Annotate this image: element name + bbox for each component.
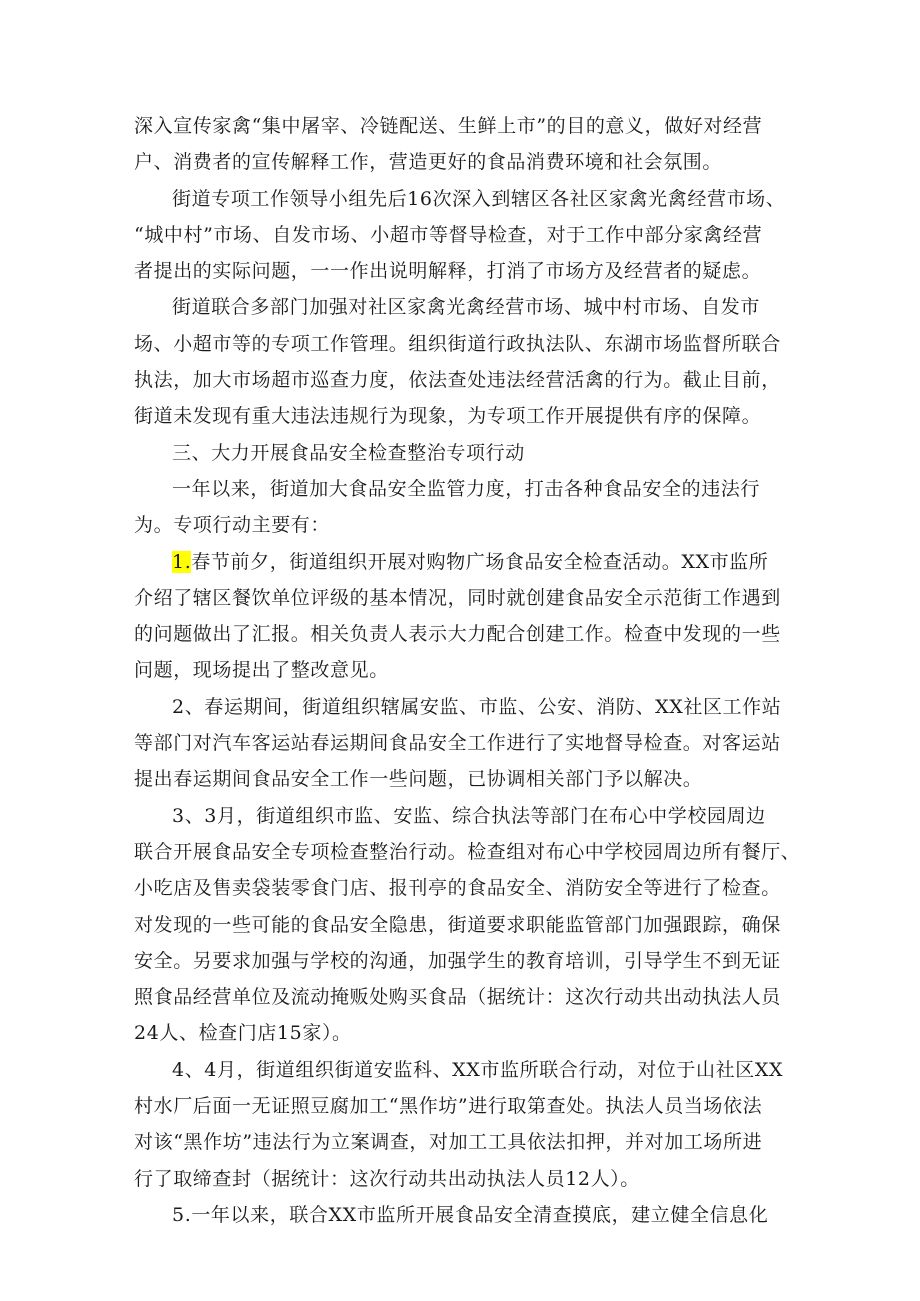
text-line: 为。专项行动主要有： (134, 514, 331, 537)
text-line: 对该“黑作坊”违法行为立案调查，对加工工具依法扣押，并对加工场所进 (134, 1131, 763, 1154)
text-line: 场、小超市等的专项工作管理。组织街道行政执法队、东湖市场监督所联合 (134, 332, 781, 355)
text-line: 者提出的实际问题，一一作出说明解释，打消了市场方及经营者的疑虑。 (134, 260, 762, 283)
section-heading: 三、大力开展食品安全检查整治专项行动 (172, 441, 525, 464)
text-line: 村水厂后面一无证照豆腐加工“黑作坊”进行取第查处。执法人员当场依法 (134, 1095, 763, 1118)
text-line: 介绍了辖区餐饮单位评级的基本情况，同时就创建食品安全示范街工作遇到 (134, 586, 781, 609)
text-line: 执法，加大市场超市巡查力度，依法查处违法经营活禽的行为。截止目前， (134, 369, 781, 392)
text-line: “城中村”市场、自发市场、小超市等督导检查，对于工作中部分家禽经营 (134, 223, 763, 246)
text-line: 联合开展食品安全专项检查整治行动。检查组对布心中学校园周边所有餐厅、 (134, 840, 801, 863)
highlighted-item-number: 1. (172, 550, 192, 573)
document-body (134, 108, 801, 1233)
text-line: 等部门对汽车客运站春运期间食品安全工作进行了实地督导检查。对客运站 (134, 732, 781, 755)
text-line: 对发现的一些可能的食品安全隐患，街道要求职能监管部门加强跟踪，确保 (134, 913, 781, 936)
text-line-content: 春节前夕，街道组织开展对购物广场食品安全检查活动。XX市监所 (191, 550, 769, 573)
text-line: 深入宣传家禽“集中屠宰、冷链配送、生鲜上市”的目的意义，做好对经营 (134, 115, 763, 137)
text-line: 4、4月，街道组织街道安监科、XX市监所联合行动，对位于山社区XX (172, 1058, 784, 1081)
text-line: 24人、检查门店15家）。 (134, 1022, 352, 1045)
text-line: 街道未发现有重大违法违规行为现象，为专项工作开展提供有序的保障。 (134, 405, 762, 428)
text-line: 的问题做出了汇报。相关负责人表示大力配合创建工作。检查中发现的一些 (134, 623, 781, 646)
text-line: 行了取缔查封（据统计：这次行动共出动执法人员12人）。 (134, 1167, 640, 1190)
text-line: 安全。另要求加强与学校的沟通，加强学生的教育培训，引导学生不到无证 (134, 949, 781, 972)
text-line: 小吃店及售卖袋装零食门店、报刊亭的食品安全、消防安全等进行了检查。 (134, 877, 781, 900)
text-line: 问题，现场提出了整改意见。 (134, 659, 389, 682)
text-line: 街道联合多部门加强对社区家禽光禽经营市场、城中村市场、自发市 (172, 296, 761, 319)
text-line: 2、春运期间，街道组织辖属安监、市监、公安、消防、XX社区工作站 (172, 695, 782, 718)
text-line: 3、3月，街道组织市监、安监、综合执法等部门在布心中学校园周边 (172, 804, 766, 827)
text-line: 5.一年以来，联合XX市监所开展食品安全清查摸底，建立健全信息化 (172, 1203, 769, 1226)
text-line: 街道专项工作领导小组先后16次深入到辖区各社区家禽光禽经营市场、 (172, 187, 786, 210)
text-line (134, 544, 794, 580)
text-line: 户、消费者的宣传解释工作，营造更好的食品消费环境和社会氛围。 (134, 151, 723, 174)
text-line: 照食品经营单位及流动掩贩处购买食品（据统计：这次行动共出动执法人员 (134, 986, 781, 1009)
text-line: 提出春运期间食品安全工作一些问题，已协调相关部门予以解决。 (134, 768, 703, 791)
text-line: 一年以来，街道加大食品安全监管力度，打击各种食品安全的违法行 (172, 477, 761, 500)
